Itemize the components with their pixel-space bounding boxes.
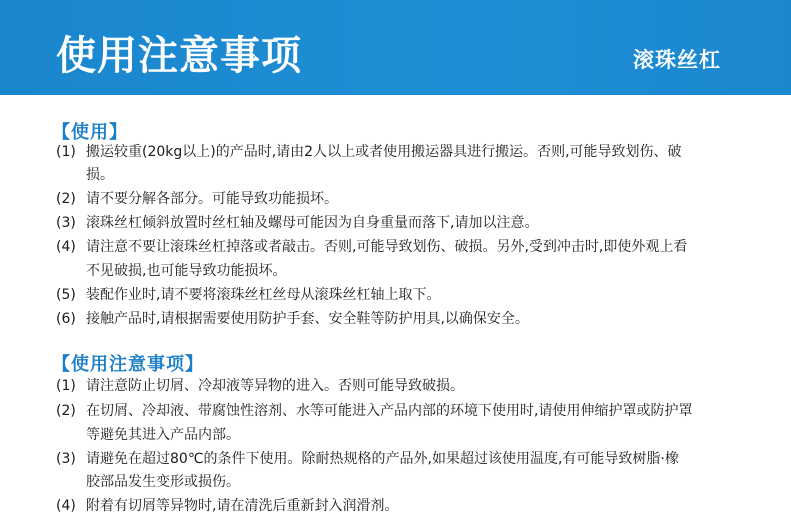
item-number: (4) (56, 239, 76, 255)
list-item (56, 496, 398, 516)
list-item (56, 449, 679, 469)
item-text: 等避免其进入产品内部。 (86, 427, 240, 443)
item-text: 在切屑、冷却液、带腐蚀性溶剂、水等可能进入产品内部的环境下使用时,请使用伸缩护罩或防护罩 (86, 403, 693, 419)
item-number: (4) (56, 498, 76, 514)
list-item (56, 189, 338, 209)
item-number: (6) (56, 311, 76, 327)
list-item-continuation (86, 261, 286, 281)
item-text: 损。 (86, 167, 114, 183)
item-number: (3) (56, 451, 76, 467)
list-item-continuation (86, 425, 240, 445)
item-number: (1) (56, 378, 76, 394)
item-number: (5) (56, 287, 76, 303)
item-text: 搬运较重(20kg以上)的产品时,请由2人以上或者使用搬运器具进行搬运。否则,可能导致划伤、破 (86, 144, 682, 160)
product-name: 滚珠丝杠 (633, 48, 721, 72)
item-number: (2) (56, 191, 76, 207)
item-text: 胶部品发生变形或损伤。 (86, 474, 240, 490)
list-item (56, 237, 687, 257)
item-number: (3) (56, 215, 76, 231)
section-heading-usage: 【使用】 (52, 122, 128, 143)
item-text: 请注意防止切屑、冷却液等异物的进入。否则可能导致破损。 (86, 378, 464, 394)
list-item-continuation (86, 472, 240, 492)
item-number: (1) (56, 144, 76, 160)
item-text: 滚珠丝杠倾斜放置时丝杠轴及螺母可能因为自身重量而落下,请加以注意。 (86, 215, 539, 231)
section-heading-precautions: 【使用注意事项】 (52, 354, 204, 375)
item-text: 附着有切屑等异物时,请在清洗后重新封入润滑剂。 (86, 498, 399, 514)
item-number: (2) (56, 403, 76, 419)
list-item-continuation (86, 165, 114, 185)
list-item (56, 376, 464, 396)
item-text: 请避免在超过80℃的条件下使用。除耐热规格的产品外,如果超过该使用温度,有可能导致树脂·橡 (86, 451, 679, 467)
item-text: 装配作业时,请不要将滚珠丝杠丝母从滚珠丝杠轴上取下。 (86, 287, 441, 303)
item-text: 请注意不要让滚珠丝杠掉落或者敲击。否则,可能导致划伤、破损。另外,受到冲击时,即使外观上看 (86, 239, 688, 255)
item-text: 请不要分解各部分。可能导致功能损坏。 (86, 191, 338, 207)
item-text: 不见破损,也可能导致功能损坏。 (86, 263, 287, 279)
list-item (56, 142, 682, 162)
item-text: 接触产品时,请根据需要使用防护手套、安全鞋等防护用具,以确保安全。 (86, 311, 529, 327)
list-item (56, 401, 692, 421)
list-item (56, 285, 440, 305)
list-item (56, 213, 538, 233)
list-item (56, 309, 529, 329)
page-title: 使用注意事项 (56, 33, 302, 79)
